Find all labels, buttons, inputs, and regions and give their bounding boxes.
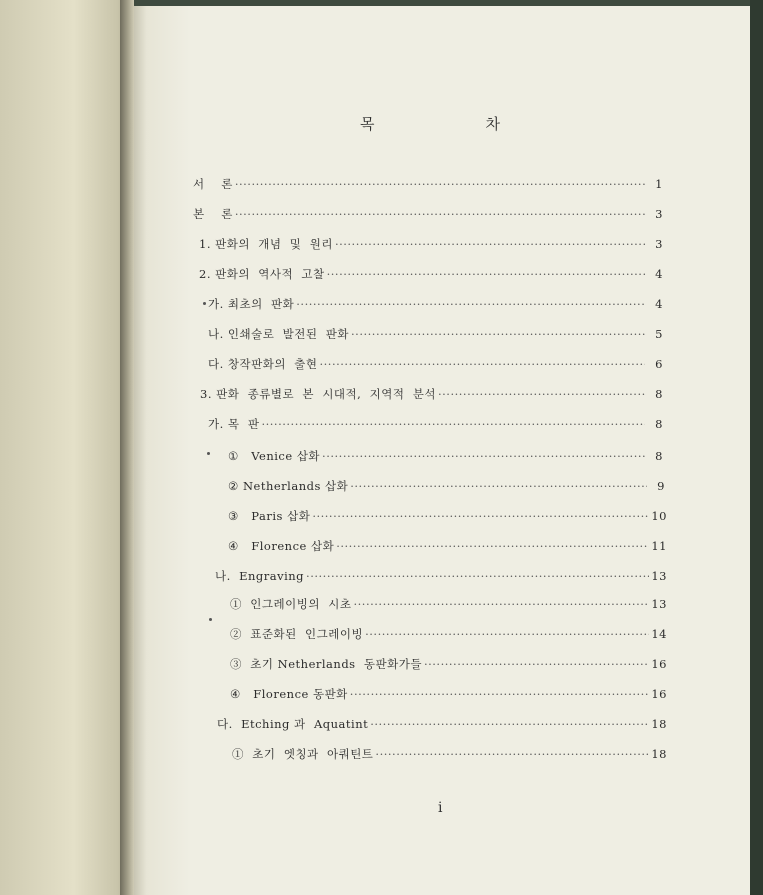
toc-entry-page: 14 xyxy=(651,627,667,641)
leader-dots xyxy=(322,449,645,463)
toc-entry-page: 13 xyxy=(651,597,667,611)
left-page xyxy=(0,0,134,895)
toc-entry xyxy=(230,596,667,612)
scan-background xyxy=(750,0,763,895)
toc-entry-label: ① Venice 삽화 xyxy=(228,449,321,463)
toc-entry-page: 11 xyxy=(651,539,667,553)
title-left: 목 xyxy=(360,115,375,133)
toc-entry-label: ① 초기 엣칭과 아쿼틴트 xyxy=(232,747,374,761)
toc-entry-label: 나. 인쇄술로 발전된 판화 xyxy=(208,327,350,341)
leader-dots xyxy=(350,687,649,701)
leader-dots xyxy=(424,657,649,671)
toc-entry-label: 가. 최초의 판화 xyxy=(208,297,295,311)
toc-entry xyxy=(193,206,663,222)
leader-dots xyxy=(335,237,645,251)
toc-entry xyxy=(199,236,663,252)
toc-entry-label: ④ Florence 삽화 xyxy=(228,539,335,553)
toc-entry-label: 1. 판화의 개념 및 원리 xyxy=(199,237,333,251)
leader-dots xyxy=(438,387,645,401)
leader-dots xyxy=(351,327,645,341)
toc-entry-page: 10 xyxy=(651,509,667,523)
toc-entry-page: 4 xyxy=(655,297,663,311)
book-spine xyxy=(120,0,134,895)
leader-dots xyxy=(261,417,645,431)
toc-entry-label: 다. Etching 과 Aquatint xyxy=(217,717,369,731)
toc-entry xyxy=(230,626,667,642)
toc-entry-page: 4 xyxy=(655,267,663,281)
leader-dots xyxy=(354,597,650,611)
page-number: i xyxy=(438,800,443,816)
toc-entry xyxy=(199,266,663,282)
toc-entry xyxy=(228,508,667,524)
toc-entry-label: 다. 창작판화의 출현 xyxy=(208,357,318,371)
toc-entry-label: 본 론 xyxy=(193,207,233,221)
toc-entry-page: 3 xyxy=(655,237,663,251)
toc-entry xyxy=(217,716,667,732)
leader-dots xyxy=(235,207,645,221)
leader-dots xyxy=(350,479,647,493)
toc-entry-label: ① 인그레이빙의 시초 xyxy=(230,597,352,611)
toc-entry-page: 9 xyxy=(657,479,665,493)
toc-entry xyxy=(228,478,665,494)
scan-speck xyxy=(203,302,206,305)
toc-entry-page: 8 xyxy=(655,417,663,431)
toc-entry-page: 18 xyxy=(651,717,667,731)
toc-entry xyxy=(208,296,663,312)
toc-entry-label: ② 표준화된 인그레이빙 xyxy=(230,627,364,641)
toc-entry xyxy=(193,176,663,192)
leader-dots xyxy=(320,357,646,371)
toc-entry xyxy=(230,656,667,672)
toc-entry-label: 2. 판화의 역사적 고찰 xyxy=(199,267,325,281)
toc-entry-label: 서 론 xyxy=(193,177,233,191)
leader-dots xyxy=(336,539,649,553)
toc-entry-page: 16 xyxy=(651,657,667,671)
toc-entry xyxy=(232,746,667,762)
toc-entry-label: 나. Engraving xyxy=(215,569,305,583)
toc-entry-page: 8 xyxy=(655,387,663,401)
toc-entry-label: 3. 판화 종류별로 본 시대적, 지역적 분석 xyxy=(200,387,436,401)
toc-entry-label: ③ Paris 삽화 xyxy=(228,509,311,523)
toc-entry-label: ③ 초기 Netherlands 동판화가들 xyxy=(230,657,422,671)
toc-entry xyxy=(208,326,663,342)
toc-entry-page: 13 xyxy=(651,569,667,583)
leader-dots xyxy=(306,569,649,583)
leader-dots xyxy=(375,747,649,761)
toc-entry-label: ④ Florence 동판화 xyxy=(230,687,348,701)
toc-entry-label: ② Netherlands 삽화 xyxy=(228,479,349,493)
toc-entry xyxy=(208,356,663,372)
scan-speck xyxy=(207,452,210,455)
leader-dots xyxy=(235,177,645,191)
leader-dots xyxy=(365,627,649,641)
toc-entry-label: 가. 목 판 xyxy=(208,417,260,431)
toc-entry xyxy=(228,538,667,554)
leader-dots xyxy=(312,509,649,523)
toc-entry xyxy=(228,448,663,464)
toc-entry-page: 18 xyxy=(651,747,667,761)
toc-entry-page: 1 xyxy=(655,177,663,191)
toc-entry xyxy=(200,386,663,402)
toc-entry xyxy=(208,416,663,432)
leader-dots xyxy=(370,717,649,731)
page-title xyxy=(360,113,500,134)
scan-speck xyxy=(209,618,212,621)
toc-entry-page: 16 xyxy=(651,687,667,701)
toc-entry-page: 5 xyxy=(655,327,663,341)
leader-dots xyxy=(327,267,645,281)
toc-entry-page: 8 xyxy=(655,449,663,463)
toc-entry xyxy=(215,568,667,584)
toc-entry-page: 3 xyxy=(655,207,663,221)
toc-entry-page: 6 xyxy=(655,357,663,371)
title-right: 차 xyxy=(485,115,500,133)
toc-entry xyxy=(230,686,667,702)
leader-dots xyxy=(296,297,645,311)
